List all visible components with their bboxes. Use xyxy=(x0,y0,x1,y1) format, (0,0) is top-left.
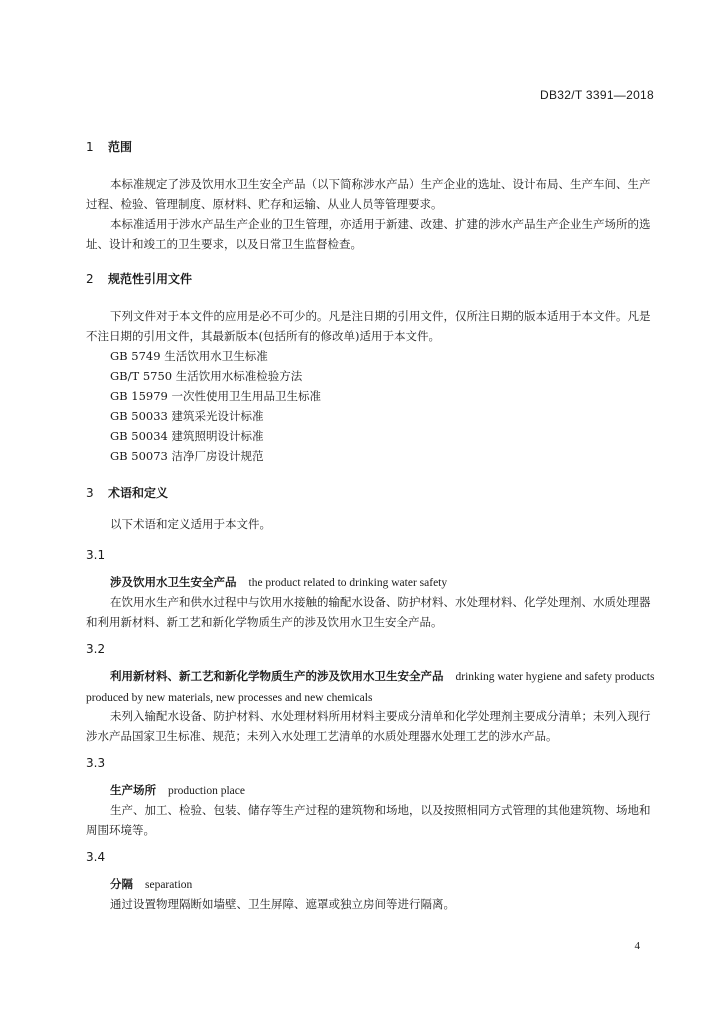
term-en: drinking water hygiene and safety products produced by new materials, new processes and new chemicals xyxy=(86,671,655,704)
section-number: 1 xyxy=(86,140,94,154)
term-definition: 通过设置物理隔断如墙壁、卫生屏障、遮罩或独立房间等进行隔离。 xyxy=(110,897,455,911)
term-cn: 分隔 xyxy=(110,877,133,891)
term-entry xyxy=(86,666,656,708)
term-cn: 利用新材料、新工艺和新化学物质生产的涉及饮用水卫生安全产品 xyxy=(110,669,444,683)
term-number: 3.2 xyxy=(86,642,106,656)
reference-item: GB 15979 一次性使用卫生用品卫生标准 xyxy=(110,389,322,403)
reference-item: GB 50033 建筑采光设计标准 xyxy=(110,409,264,423)
paragraph: 以下术语和定义适用于本文件。 xyxy=(110,517,271,531)
section-title: 范围 xyxy=(108,140,133,154)
term-definition: 在饮用水生产和供水过程中与饮用水接触的输配水设备、防护材料、水处理材料、化学处理剂、水质处理器和利用新材料、新工艺和新化学物质生产的涉及饮用水卫生安全产品。 xyxy=(86,595,651,629)
section-heading-terms xyxy=(86,484,168,501)
term-entry xyxy=(86,572,656,593)
paragraph: 本标准规定了涉及饮用水卫生安全产品（以下简称涉水产品）生产企业的选址、设计布局、生产车间、生产过程、检验、管理制度、原材料、贮存和运输、从业人员等管理要求。 xyxy=(86,177,651,211)
section-heading-normative-references xyxy=(86,270,192,287)
section-number: 3 xyxy=(86,486,94,500)
section-title: 术语和定义 xyxy=(108,486,169,500)
term-en: the product related to drinking water safety xyxy=(248,577,448,589)
term-entry xyxy=(86,780,656,801)
reference-item: GB 50073 洁净厂房设计规范 xyxy=(110,449,264,463)
term-number: 3.4 xyxy=(86,850,106,864)
section-number: 2 xyxy=(86,272,94,286)
term-entry xyxy=(86,874,656,895)
term-cn: 涉及饮用水卫生安全产品 xyxy=(110,575,237,589)
paragraph: 下列文件对于本文件的应用是必不可少的。凡是注日期的引用文件，仅所注日期的版本适用于本文件。凡是不注日期的引用文件，其最新版本(包括所有的修改单)适用于本文件。 xyxy=(86,309,651,343)
reference-item: GB 50034 建筑照明设计标准 xyxy=(110,429,264,443)
page-number: 4 xyxy=(634,940,640,952)
term-definition: 未列入输配水设备、防护材料、水处理材料所用材料主要成分清单和化学处理剂主要成分清单；未列入现行涉水产品国家卫生标准、规范；未列入水处理工艺清单的水质处理器水处理工艺的涉水产品。 xyxy=(86,709,651,743)
term-cn: 生产场所 xyxy=(110,783,156,797)
section-heading-scope xyxy=(86,138,132,155)
term-definition: 生产、加工、检验、包装、储存等生产过程的建筑物和场地，以及按照相同方式管理的其他建筑物、场地和周围环境等。 xyxy=(86,803,651,837)
section-title: 规范性引用文件 xyxy=(108,272,193,286)
standard-code: DB32/T 3391—2018 xyxy=(540,88,654,102)
term-number: 3.3 xyxy=(86,756,106,770)
term-en: separation xyxy=(145,879,193,891)
reference-item: GB/T 5750 生活饮用水标准检验方法 xyxy=(110,369,303,383)
term-number: 3.1 xyxy=(86,548,106,562)
reference-item: GB 5749 生活饮用水卫生标准 xyxy=(110,349,268,363)
paragraph: 本标准适用于涉水产品生产企业的卫生管理，亦适用于新建、改建、扩建的涉水产品生产企业生产场所的选址、设计和竣工的卫生要求，以及日常卫生监督检查。 xyxy=(86,217,651,251)
term-en: production place xyxy=(168,785,245,797)
